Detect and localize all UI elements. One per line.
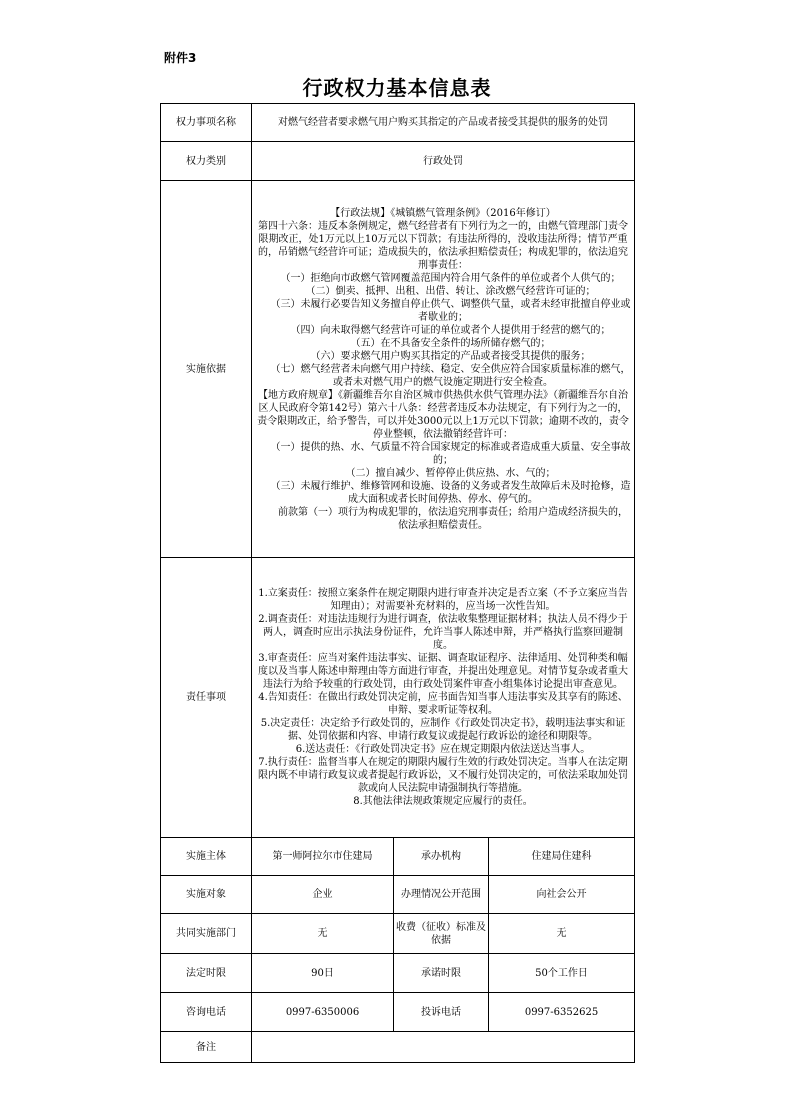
row-target	[161, 876, 635, 914]
duty-line: 5.决定责任：决定给予行政处罚的，应制作《行政处罚决定书》，载明违法事实和证据、处罚依据和内容、申请行政复议或提起行政诉讼的途径和期限等。	[260, 718, 626, 742]
page-title: 行政权力基本信息表	[302, 76, 492, 100]
power-category-value: 行政处罚	[252, 142, 635, 181]
promise-limit-label: 承诺时限	[394, 954, 489, 993]
power-category-label: 权力类别	[161, 142, 252, 181]
row-power-name	[161, 104, 635, 142]
basis-line: 第四十六条：违反本条例规定，燃气经营者有下列行为之一的，由燃气管理部门责令限期改正，处1万元以上10万元以下罚款；有违法所得的，没收违法所得；情节严重的，吊销燃气经营许可证；造成损失的，依法承担赔偿责任；构成犯罪的，依法追究刑事责任：	[258, 220, 629, 271]
row-power-category	[161, 142, 635, 181]
complaint-label: 投诉电话	[394, 993, 489, 1032]
row-joint	[161, 914, 635, 954]
joint-label: 共同实施部门	[161, 914, 252, 954]
remark-label: 备注	[161, 1032, 252, 1063]
row-duty	[161, 558, 635, 838]
basis-line: 前款第（一）项行为构成犯罪的，依法追究刑事责任；给用户造成经济损失的，依法承担赔偿责任。	[258, 506, 629, 531]
duty-line: 6.送达责任：《行政处罚决定书》应在规定期限内依法送达当事人。	[295, 744, 591, 755]
consult-value: 0997-6350006	[252, 993, 394, 1032]
target-value: 企业	[252, 876, 394, 914]
basis-line: （五）在不具备安全条件的场所储存燃气的；	[335, 337, 551, 349]
row-phone	[161, 993, 635, 1032]
basis-line: （三）未履行维护、维修管网和设施、设备的义务或者发生故障后未及时抢修，造成大面积或者长时间停热、停水、停气的。	[255, 480, 631, 505]
duty-line: 7.执行责任：监督当事人在规定的期限内履行生效的行政处罚决定。当事人在法定期限内既不申请行政复议或者提起行政诉讼，又不履行处罚决定的，可依法采取加处罚款或向人民法院申请强制执行等措施。	[258, 757, 629, 794]
row-basis	[161, 181, 635, 558]
row-time-limit	[161, 954, 635, 993]
disclosure-value: 向社会公开	[489, 876, 635, 914]
basis-line: （四）向未取得燃气经营许可证的单位或者个人提供用于经营的燃气的；	[275, 324, 611, 336]
agency-label: 承办机构	[394, 838, 489, 876]
row-subject	[161, 838, 635, 876]
basis-line: （三）未履行必要告知义务擅自停止供气、调整供气量，或者未经审批擅自停业或者歇业的；	[255, 298, 631, 323]
promise-limit-value: 50个工作日	[489, 954, 635, 993]
basis-line: 【行政法规】《城镇燃气管理条例》（2016年修订）	[330, 207, 556, 219]
info-table	[160, 103, 635, 1063]
basis-line: （六）要求燃气用户购买其指定的产品或者接受其提供的服务；	[295, 350, 591, 362]
fee-label: 收费（征收）标准及依据	[394, 914, 489, 954]
joint-value: 无	[252, 914, 394, 954]
basis-line: （一）拒绝向市政燃气管网覆盖范围内符合用气条件的单位或者个人供气的；	[265, 272, 621, 284]
basis-line: （二）倒卖、抵押、出租、出借、转让、涂改燃气经营许可证的；	[290, 285, 596, 297]
subject-label: 实施主体	[161, 838, 252, 876]
power-name-value: 对燃气经营者要求燃气用户购买其指定的产品或者接受其提供的服务的处罚	[252, 104, 635, 142]
basis-line: （一）提供的热、水、气质量不符合国家规定的标准或者造成重大质量、安全事故的；	[255, 441, 631, 466]
target-label: 实施对象	[161, 876, 252, 914]
fee-value: 无	[489, 914, 635, 954]
attachment-label: 附件3	[164, 51, 197, 65]
agency-value: 住建局住建科	[489, 838, 635, 876]
subject-value: 第一师阿拉尔市住建局	[252, 838, 394, 876]
duty-line: 2.调查责任：对违法违规行为进行调查，依法收集整理证据材料；执法人员不得少于两人，调查时应出示执法身份证件，允许当事人陈述申辩，并严格执行监察回避制度。	[258, 614, 628, 651]
power-name-label: 权力事项名称	[161, 104, 252, 142]
duty-line: 3.审查责任：应当对案件违法事实、证据、调查取证程序、法律适用、处罚种类和幅度以及当事人陈述申辩理由等方面进行审查，并提出处理意见。对情节复杂或者重大违法行为给予较重的行政处罚，由行政处罚案件审查小组集体讨论提出审查意见。	[258, 653, 629, 690]
remark-value	[252, 1032, 635, 1063]
basis-line: （七）燃气经营者未向燃气用户持续、稳定、安全供应符合国家质量标准的燃气，或者未对燃气用户的燃气设施定期进行安全检查。	[255, 363, 631, 388]
duty-content	[252, 558, 635, 838]
consult-label: 咨询电话	[161, 993, 252, 1032]
legal-limit-value: 90日	[252, 954, 394, 993]
complaint-value: 0997-6352625	[489, 993, 635, 1032]
row-remark	[161, 1032, 635, 1063]
duty-line: 4.告知责任：在做出行政处罚决定前，应书面告知当事人违法事实及其享有的陈述、申辩、要求听证等权利。	[258, 692, 628, 716]
duty-line: 1.立案责任：按照立案条件在规定期限内进行审查并决定是否立案（不予立案应当告知理由）；对需要补充材料的，应当场一次性告知。	[258, 588, 628, 612]
duty-line: 8.其他法律法规政策规定应履行的责任。	[353, 796, 533, 807]
basis-content	[252, 181, 635, 558]
basis-label: 实施依据	[161, 181, 252, 558]
disclosure-label: 办理情况公开范围	[394, 876, 489, 914]
legal-limit-label: 法定时限	[161, 954, 252, 993]
basis-line: （二）擅自减少、暂停停止供应热、水、气的；	[330, 467, 556, 479]
basis-line: 【地方政府规章】《新疆维吾尔自治区城市供热供水供气管理办法》（新疆维吾尔自治区人民政府令第142号）第六十八条：经营者违反本办法规定，有下列行为之一的，责令限期改正，给予警告，可以并处3000元以上1万元以下罚款；逾期不改的，责令停业整顿，依法撤销经营许可：	[257, 389, 629, 440]
duty-label: 责任事项	[161, 558, 252, 838]
